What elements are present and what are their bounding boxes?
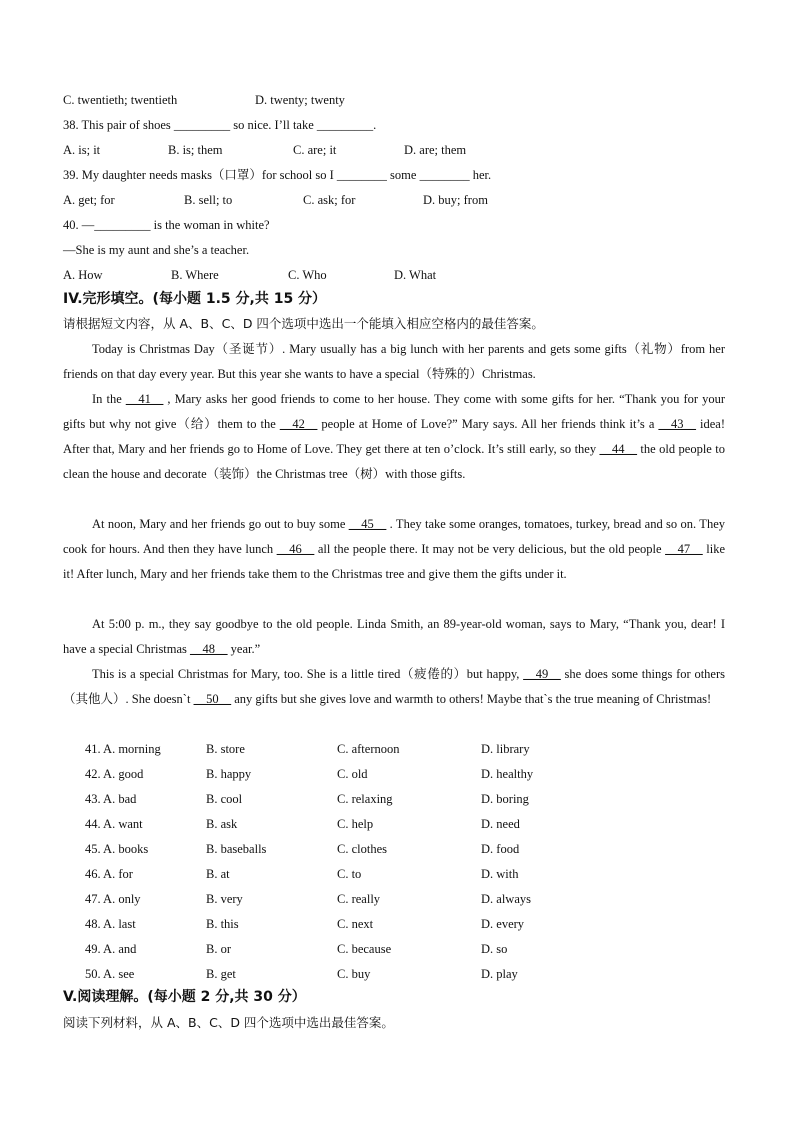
q38-stem: 38. This pair of shoes _________ so nice. I’ll take _________.	[63, 118, 377, 132]
q39-stem: 39. My daughter needs masks（口罩）for school so I ________ some ________ her.	[63, 168, 492, 182]
q38-option-c: C. are; it	[293, 143, 337, 157]
blank-43: __43__	[658, 417, 696, 431]
q38-option-b: B. is; them	[168, 143, 223, 157]
cloze-option-48-d: D. every	[481, 917, 525, 931]
cloze-option-44-d: D. need	[481, 817, 520, 831]
cloze-option-45-a: 45. A. books	[85, 842, 149, 856]
cloze-option-50-c: C. buy	[337, 967, 371, 981]
blank-42: __42__	[279, 417, 318, 431]
blank-47: __47__	[665, 542, 703, 556]
q38-option-a: A. is; it	[63, 143, 101, 157]
cloze-option-46-d: D. with	[481, 867, 519, 881]
cloze-option-47-b: B. very	[206, 892, 243, 906]
q40-option-b: B. Where	[171, 268, 219, 282]
cloze-option-44-a: 44. A. want	[85, 817, 143, 831]
cloze-option-41-c: C. afternoon	[337, 742, 400, 756]
cloze-option-41-b: B. store	[206, 742, 245, 756]
passage-paragraph-1: Today is Christmas Day（圣诞节）. Mary usually has a big lunch with her parents and gets some gifts（礼物）from her friends on that day every year. But this year she wants to have a special（特殊的）Christmas.	[63, 342, 725, 381]
passage-paragraph-3: At noon, Mary and her friends go out to buy some __45__ . They take some oranges, tomatoes, turkey, bread and so on. They cook for hours. And then they have lunch __46__ all the people there. It may not be very delicious, but the old people __47__ like it! After lunch, Mary and her friends take them to the Christmas tree and give them the gifts under it.	[63, 517, 726, 581]
blank-46: __46__	[276, 542, 315, 556]
blank-49: __49__	[523, 667, 561, 681]
cloze-option-42-b: B. happy	[206, 767, 252, 781]
section4-heading: IV.完形填空。(每小题 1.5 分,共 15 分）	[63, 291, 327, 307]
cloze-option-42-a: 42. A. good	[85, 767, 144, 781]
cloze-option-49-d: D. so	[481, 942, 508, 956]
cloze-option-43-c: C. relaxing	[337, 792, 393, 806]
cloze-option-48-c: C. next	[337, 917, 374, 931]
passage-paragraph-4: At 5:00 p. m., they say goodbye to the old people. Linda Smith, an 89-year-old woman, says to Mary, “Thank you, dear! I have a special Christmas __48__ year.”	[63, 617, 725, 656]
q40-stem: 40. —_________ is the woman in white?	[63, 218, 270, 232]
cloze-option-49-b: B. or	[206, 942, 231, 956]
cloze-option-41-d: D. library	[481, 742, 530, 756]
cloze-option-44-c: C. help	[337, 817, 374, 831]
blank-48: __48__	[190, 642, 228, 656]
cloze-option-47-d: D. always	[481, 892, 531, 906]
q39-option-c: C. ask; for	[303, 193, 356, 207]
cloze-option-45-d: D. food	[481, 842, 520, 856]
cloze-option-44-b: B. ask	[206, 817, 238, 831]
q40-option-d: D. What	[394, 268, 437, 282]
cloze-option-45-c: C. clothes	[337, 842, 387, 856]
q38-option-d: D. are; them	[404, 143, 467, 157]
cloze-option-43-a: 43. A. bad	[85, 792, 137, 806]
cloze-option-49-c: C. because	[337, 942, 392, 956]
blank-41: __41__	[125, 392, 164, 406]
q39-option-b: B. sell; to	[184, 193, 233, 207]
cloze-option-50-a: 50. A. see	[85, 967, 135, 981]
section5-instruction: 阅读下列材料，从 A、B、C、D 四个选项中选出最佳答案。	[63, 1015, 394, 1030]
cloze-option-47-a: 47. A. only	[85, 892, 141, 906]
cloze-option-46-c: C. to	[337, 867, 362, 881]
q40-answer-line: —She is my aunt and she’s a teacher.	[63, 243, 250, 257]
q39-option-a: A. get; for	[63, 193, 115, 207]
q37-option-c: C. twentieth; twentieth	[63, 93, 178, 107]
passage-paragraph-2: In the __41__ , Mary asks her good friends to come to her house. They come with some gifts for her. “Thank you for your gifts but why not give（给）them to the __42__ people at Home of Love?” Mary says. All her friends think it’s a __43__ idea! After that, Mary and her friends go to Home of Love. They get there at ten o’clock. It’s still early, so they __44__ the old people to clean the house and decorate（装饰）the Christmas tree（树）with those gifts.	[63, 392, 725, 481]
q39-option-d: D. buy; from	[423, 193, 488, 207]
cloze-option-42-c: C. old	[337, 767, 368, 781]
cloze-option-41-a: 41. A. morning	[85, 742, 161, 756]
cloze-option-43-b: B. cool	[206, 792, 243, 806]
cloze-option-42-d: D. healthy	[481, 767, 534, 781]
passage-paragraph-5: This is a special Christmas for Mary, too. She is a little tired（疲倦的）but happy, __49__ she does some things for others（其他人）. She doesn`t __50__ any gifts but she gives love and warmth to others! Maybe that`s the true meaning of Christmas!	[63, 667, 726, 706]
cloze-option-46-a: 46. A. for	[85, 867, 133, 881]
cloze-option-47-c: C. really	[337, 892, 381, 906]
cloze-option-45-b: B. baseballs	[206, 842, 267, 856]
q40-option-a: A. How	[63, 268, 103, 282]
cloze-option-50-d: D. play	[481, 967, 518, 981]
cloze-option-50-b: B. get	[206, 967, 236, 981]
q40-option-c: C. Who	[288, 268, 327, 282]
section5-heading: V.阅读理解。(每小题 2 分,共 30 分）	[63, 989, 306, 1005]
blank-50: __50__	[193, 692, 232, 706]
cloze-option-46-b: B. at	[206, 867, 230, 881]
cloze-option-48-b: B. this	[206, 917, 239, 931]
blank-44: __44__	[599, 442, 638, 456]
q37-option-d: D. twenty; twenty	[255, 93, 345, 107]
cloze-option-43-d: D. boring	[481, 792, 529, 806]
blank-45: __45__	[348, 517, 387, 531]
section4-instruction: 请根据短文内容，从 A、B、C、D 四个选项中选出一个能填入相应空格内的最佳答案。	[63, 316, 544, 331]
cloze-option-49-a: 49. A. and	[85, 942, 137, 956]
cloze-option-48-a: 48. A. last	[85, 917, 136, 931]
